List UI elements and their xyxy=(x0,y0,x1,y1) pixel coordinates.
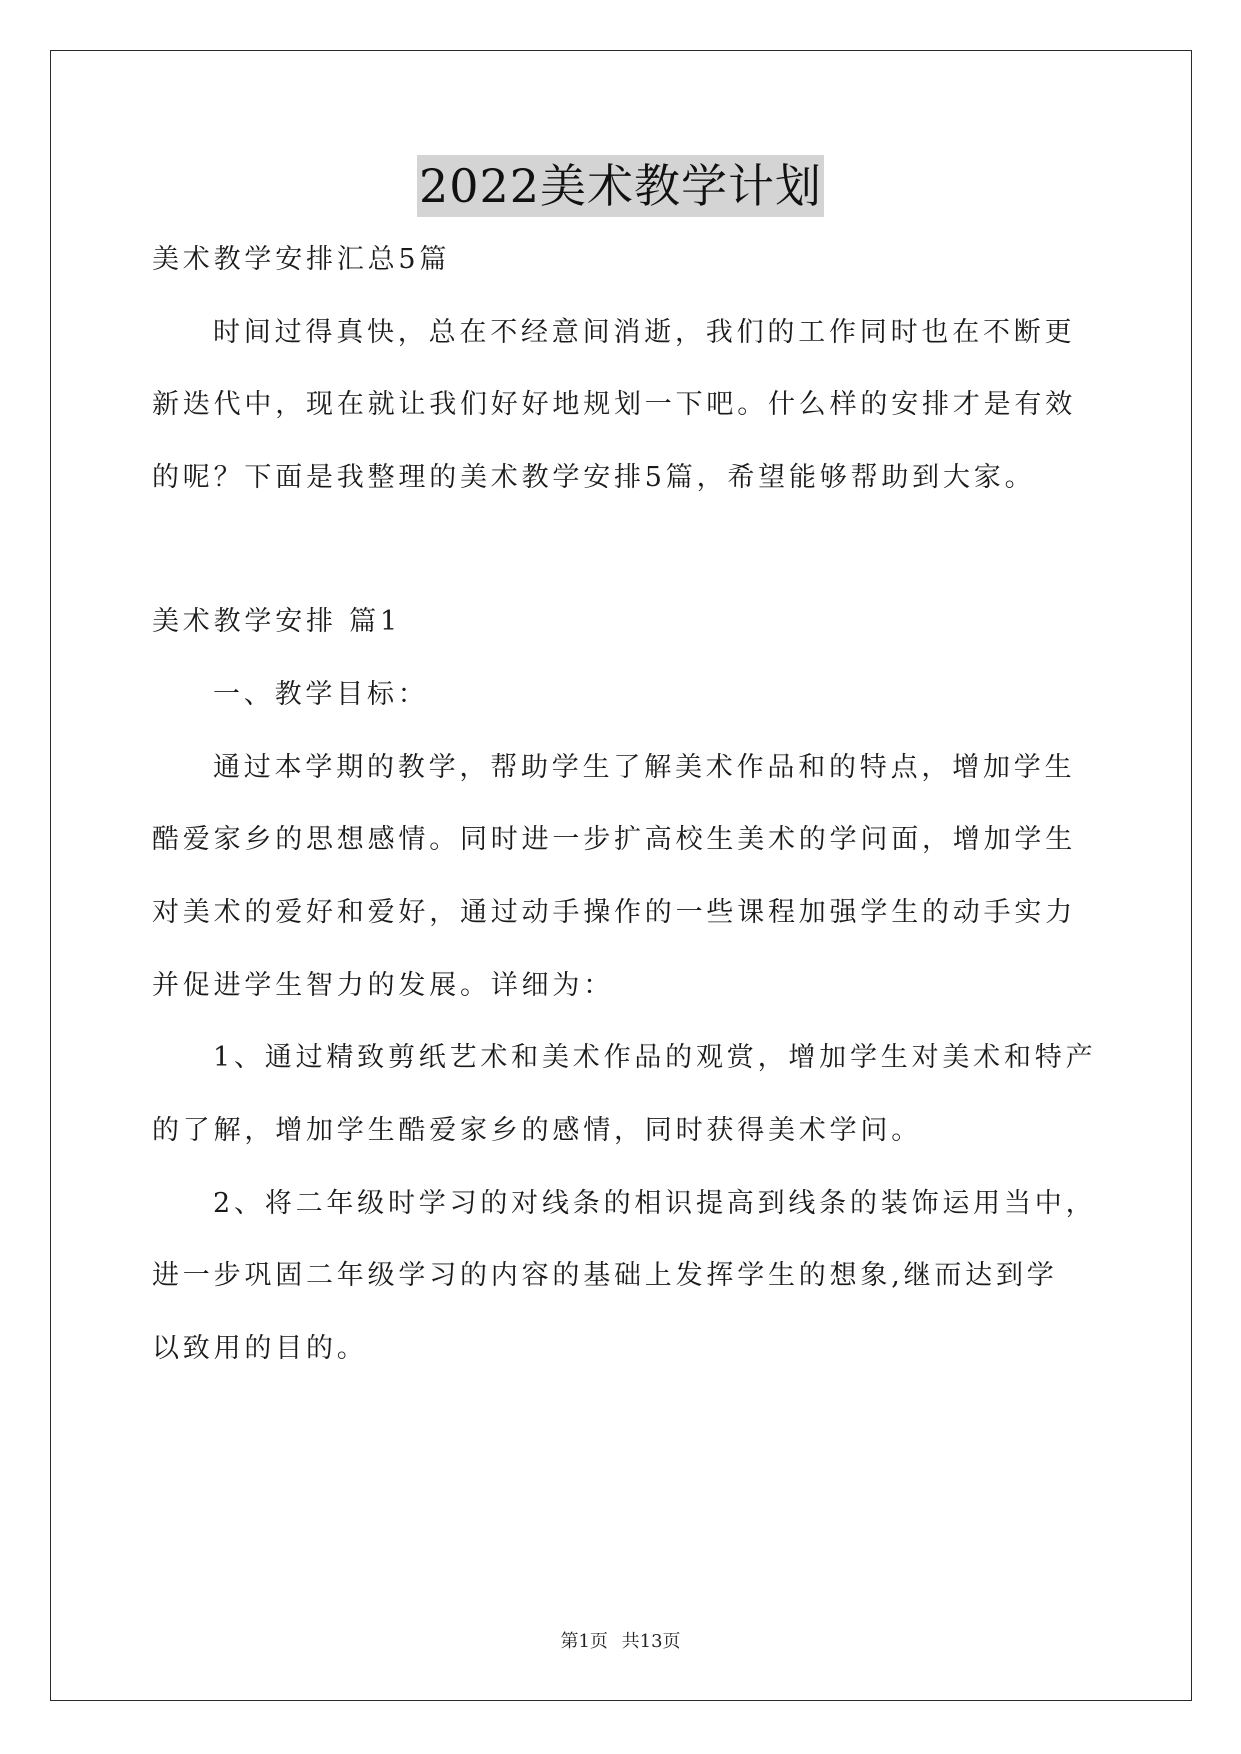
paragraph-line: 1、通过精致剪纸艺术和美术作品的观赏，增加学生对美术和特产 xyxy=(213,1042,1097,1073)
page-total: 共13页 xyxy=(621,1631,681,1652)
paragraph-line: 并促进学生智力的发展。详细为： xyxy=(152,970,614,1001)
paragraph-line: 进一步巩固二年级学习的内容的基础上发挥学生的想象,继而达到学 xyxy=(152,1260,1058,1291)
paragraph-line: 酷爱家乡的思想感情。同时进一步扩高校生美术的学问面，增加学生 xyxy=(152,824,1076,855)
page-number: 第1页 xyxy=(560,1631,608,1652)
paragraph-line: 对美术的爱好和爱好，通过动手操作的一些课程加强学生的动手实力 xyxy=(152,897,1076,928)
paragraph-line: 时间过得真快，总在不经意间消逝，我们的工作同时也在不断更 xyxy=(213,317,1076,348)
document-title: 2022美术教学计划 xyxy=(417,155,824,217)
paragraph-line: 通过本学期的教学，帮助学生了解美术作品和的特点，增加学生 xyxy=(213,752,1076,783)
paragraph-line: 新迭代中，现在就让我们好好地规划一下吧。什么样的安排才是有效 xyxy=(152,389,1076,420)
paragraph-line: 2、将二年级时学习的对线条的相识提高到线条的装饰运用当中， xyxy=(213,1188,1097,1219)
page-footer xyxy=(0,1630,1241,1654)
page-border xyxy=(50,50,1192,1701)
paragraph-line: 的了解，增加学生酷爱家乡的感情，同时获得美术学问。 xyxy=(152,1115,922,1146)
title-container xyxy=(0,155,1241,217)
section-heading: 美术教学安排 篇1 xyxy=(152,606,401,637)
paragraph-line: 以致用的目的。 xyxy=(152,1333,368,1364)
subtitle: 美术教学安排汇总5篇 xyxy=(152,244,451,275)
paragraph-line: 一、教学目标： xyxy=(213,679,429,710)
paragraph-line: 的呢？下面是我整理的美术教学安排5篇，希望能够帮助到大家。 xyxy=(152,462,1036,493)
